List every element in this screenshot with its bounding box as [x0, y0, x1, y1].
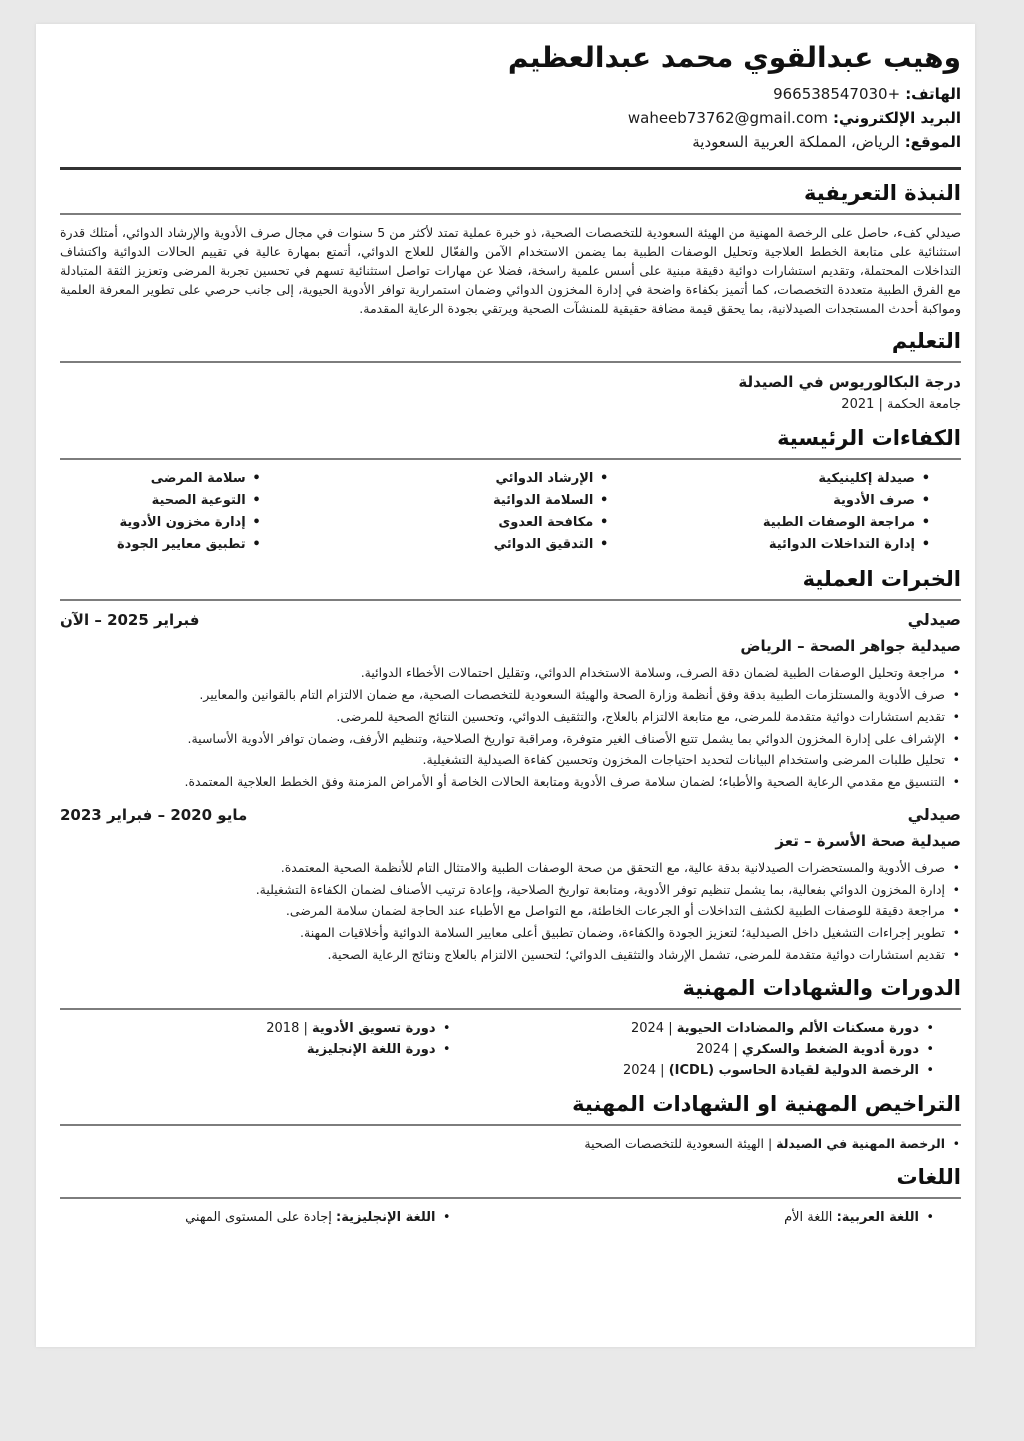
- competency-item: • مراجعة الوصفات الطبية: [679, 512, 931, 534]
- competency-item: • صرف الأدوية: [679, 490, 931, 512]
- competencies-title: الكفاءات الرئيسية: [777, 426, 961, 451]
- courses-column-1: [556, 1018, 962, 1081]
- school-and-year: جامعة الحكمة | 2021: [841, 397, 961, 413]
- competency-item: • تطبيق معايير الجودة: [60, 534, 262, 556]
- section-summary: [60, 179, 961, 318]
- job-bullet: • صرف الأدوية والمستلزمات الطبية بدقة وفق أنظمة وزارة الصحة والهيئة السعودية للتخصصات الصحية، مع ضمان الالتزام التام بالقوانين والمعايير.: [60, 686, 961, 705]
- section-competencies: [60, 424, 961, 556]
- phone-label: الهاتف:: [905, 85, 961, 104]
- email-label: البريد الإلكتروني:: [833, 109, 961, 128]
- competencies-column-2: [370, 468, 652, 556]
- courses-grid: [60, 1018, 961, 1081]
- job-bullet: • التنسيق مع مقدمي الرعاية الصحية والأطباء؛ لضمان سلامة صرف الأدوية ومتابعة الحالات الخاصة أو الأمراض المزمنة وفق الخطط العلاجية المعتمدة.: [60, 773, 961, 792]
- section-languages: [60, 1163, 961, 1228]
- languages-column-2: [60, 1207, 466, 1228]
- job-bullet: • تحليل طلبات المرضى واستخدام البيانات لتحديد احتياجات المخزون وتحسين كفاءة الصيدلية التشغيلية.: [60, 751, 961, 770]
- competency-item: • إدارة مخزون الأدوية: [60, 512, 262, 534]
- competency-item: • إدارة التداخلات الدوائية: [679, 534, 931, 556]
- license-list: [60, 1134, 961, 1154]
- language-name: اللغة العربية:: [836, 1209, 919, 1225]
- phone-line: [60, 82, 961, 106]
- license-authority: | الهيئة السعودية للتخصصات الصحية: [584, 1135, 777, 1151]
- job-head: [60, 609, 961, 631]
- summary-title: النبذة التعريفية: [804, 181, 961, 206]
- job-period: فبراير 2025 – الآن: [60, 611, 200, 630]
- course-item: [556, 1039, 936, 1060]
- email-line: [60, 106, 961, 130]
- job-bullet: • تقديم استشارات دوائية متقدمة للمرضى، مع متابعة الالتزام بالعلاج، والتثقيف الدوائي، وتحسين النتائج الصحية للمرضى.: [60, 708, 961, 727]
- job-bullets: [60, 664, 961, 792]
- course-name: دورة أدوية الضغط والسكري: [741, 1041, 919, 1057]
- course-year: | 2024: [630, 1020, 677, 1036]
- candidate-name: وهيب عبدالقوي محمد عبدالعظيم: [507, 41, 961, 74]
- language-level: اللغة الأم: [784, 1209, 837, 1225]
- courses-title: الدورات والشهادات المهنية: [682, 975, 961, 1000]
- job-company: صيدلية صحة الأسرة – تعز: [775, 831, 961, 850]
- language-level: إجادة على المستوى المهني: [185, 1209, 337, 1225]
- job-bullet: • تقديم استشارات دوائية متقدمة للمرضى، تشمل الإرشاد والتثقيف الدوائي؛ لتحسين الالتزام بالعلاج ونتائج الرعاية الصحية.: [60, 946, 961, 965]
- section-rule: [60, 1008, 961, 1010]
- course-name: دورة اللغة الإنجليزية: [306, 1041, 436, 1057]
- competency-item: • السلامة الدوائية: [370, 490, 610, 512]
- course-name: دورة تسويق الأدوية: [312, 1020, 436, 1036]
- experience-title: الخبرات العملية: [802, 567, 961, 592]
- competencies-column-1: [679, 468, 961, 556]
- section-education: [60, 327, 961, 415]
- section-rule: [60, 458, 961, 460]
- course-name: دورة مسكنات الألم والمضادات الحيوية: [676, 1020, 919, 1036]
- job-bullet: • مراجعة دقيقة للوصفات الطبية لكشف التداخلات أو الجرعات الخاطئة، مع التواصل مع الأطباء عند الحاجة لضمان سلامة المرضى.: [60, 902, 961, 921]
- location-value: الرياض، المملكة العربية السعودية: [692, 133, 900, 152]
- job-role: صيدلي: [907, 804, 961, 824]
- languages-column-1: [556, 1207, 962, 1228]
- section-experience: [60, 565, 961, 964]
- course-item: [60, 1018, 452, 1039]
- job-bullet: • مراجعة وتحليل الوصفات الطبية لضمان دقة الصرف، وسلامة الاستخدام الدوائي، وتقليل احتمالات الأخطاء الدوائية.: [60, 664, 961, 683]
- competency-item: • مكافحة العدوى: [370, 512, 610, 534]
- language-name: اللغة الإنجليزية:: [336, 1209, 436, 1225]
- header-divider: [60, 167, 961, 170]
- location-line: [60, 130, 961, 154]
- section-rule: [60, 599, 961, 601]
- job-entry-2: [60, 804, 961, 965]
- education-title: التعليم: [891, 329, 961, 354]
- section-courses: [60, 974, 961, 1081]
- section-rule: [60, 1197, 961, 1199]
- job-bullet: • إدارة المخزون الدوائي بفعالية، بما يشمل تنظيم توفر الأدوية، ومتابعة تواريخ الصلاحية، وإعادة ترتيب الأصناف لضمان الكفاءة التشغيلية.: [60, 881, 961, 900]
- competency-item: • سلامة المرضى: [60, 468, 262, 490]
- job-bullets: [60, 859, 961, 965]
- license-item: [60, 1134, 961, 1154]
- job-bullet: • الإشراف على إدارة المخزون الدوائي بما يشمل تتبع الأصناف الغير متوفرة، ومراقبة تواريخ الصلاحية، وتنظيم الأرفف، وضمان توافر الأدوية الأساسية.: [60, 730, 961, 749]
- language-item: [60, 1207, 452, 1228]
- degree-name: درجة البكالوريوس في الصيدلة: [738, 373, 961, 392]
- competency-item: • التوعية الصحية: [60, 490, 262, 512]
- job-company: صيدلية جواهر الصحة – الرياض: [740, 637, 961, 656]
- language-item: [556, 1207, 936, 1228]
- job-period: مايو 2020 – فبراير 2023: [60, 805, 248, 824]
- job-bullet: • تطوير إجراءات التشغيل داخل الصيدلية؛ لتعزيز الجودة والكفاءة، وضمان تطبيق أعلى معايير السلامة الدوائية وأخلاقيات المهنة.: [60, 924, 961, 943]
- resume-header: [60, 40, 961, 170]
- license-name: الرخصة المهنية في الصيدلة: [776, 1135, 945, 1151]
- job-head: [60, 804, 961, 826]
- course-item: [556, 1060, 936, 1081]
- job-role: صيدلي: [907, 610, 961, 630]
- section-rule: [60, 361, 961, 363]
- competencies-column-3: [60, 468, 342, 556]
- contact-info: [60, 82, 961, 154]
- resume-page: [36, 24, 975, 1347]
- summary-text: صيدلي كفء، حاصل على الرخصة المهنية من الهيئة السعودية للتخصصات الصحية، ذو خبرة عملية تمتد لأكثر من 5 سنوات في مجال صرف الأدوية والإرشاد الدوائي، أمتلك قدرة استثنائية على متابعة الخطط العلاجية وتحليل الوصفات الطبية بما يضمن الاستخدام الآمن والفعّال للعلاج الدوائي، أتمتع بمهارة عالية في تقييم الحالات الدوائية واكتشاف التداخلات المحتملة، وتقديم استشارات دوائية دقيقة مبنية على أسس علمية راسخة، فضلا عن مهارات تواصل استثنائية تسهم في تحسين تجربة المرضى وتعزيز الثقة المتبادلة مع الفرق الطبية متعددة التخصصات، كما أتميز بكفاءة واضحة في إدارة المخزون الدوائي وضمان استمرارية توافر الأدوية الحيوية، إلى جانب حرصي على تطوير المعرفة العلمية ومواكبة أحدث المستجدات الصيدلانية، بما يحقق قيمة مضافة حقيقية للمنشآت الصحية ويرتقي بجودة الرعاية المقدمة.: [60, 225, 961, 317]
- languages-grid: [60, 1207, 961, 1228]
- course-item: [60, 1039, 452, 1060]
- section-rule: [60, 213, 961, 215]
- course-year: | 2024: [696, 1041, 742, 1057]
- course-name: الرخصة الدولية لقيادة الحاسوب (ICDL): [668, 1062, 919, 1078]
- section-rule: [60, 1124, 961, 1126]
- courses-column-2: [60, 1018, 466, 1081]
- location-label: الموقع:: [904, 133, 961, 152]
- competencies-grid: [60, 468, 961, 556]
- phone-value: +966538547030: [773, 85, 901, 104]
- job-bullet: • صرف الأدوية والمستحضرات الصيدلانية بدقة عالية، مع التحقق من صحة الوصفات الطبية والامتثال التام للأنظمة الصحية المعتمدة.: [60, 859, 961, 878]
- licenses-title: التراخيص المهنية او الشهادات المهنية: [572, 1091, 961, 1116]
- course-year: | 2018: [266, 1020, 313, 1036]
- section-licenses: [60, 1090, 961, 1154]
- competency-item: • الإرشاد الدوائي: [370, 468, 610, 490]
- competency-item: • صيدلة إكلينيكية: [679, 468, 931, 490]
- course-year: | 2024: [622, 1062, 669, 1078]
- languages-title: اللغات: [896, 1164, 961, 1189]
- email-value: waheeb73762@gmail.com: [627, 109, 828, 128]
- competency-item: • التدقيق الدوائي: [370, 534, 610, 556]
- course-item: [556, 1018, 936, 1039]
- job-entry-1: [60, 609, 961, 792]
